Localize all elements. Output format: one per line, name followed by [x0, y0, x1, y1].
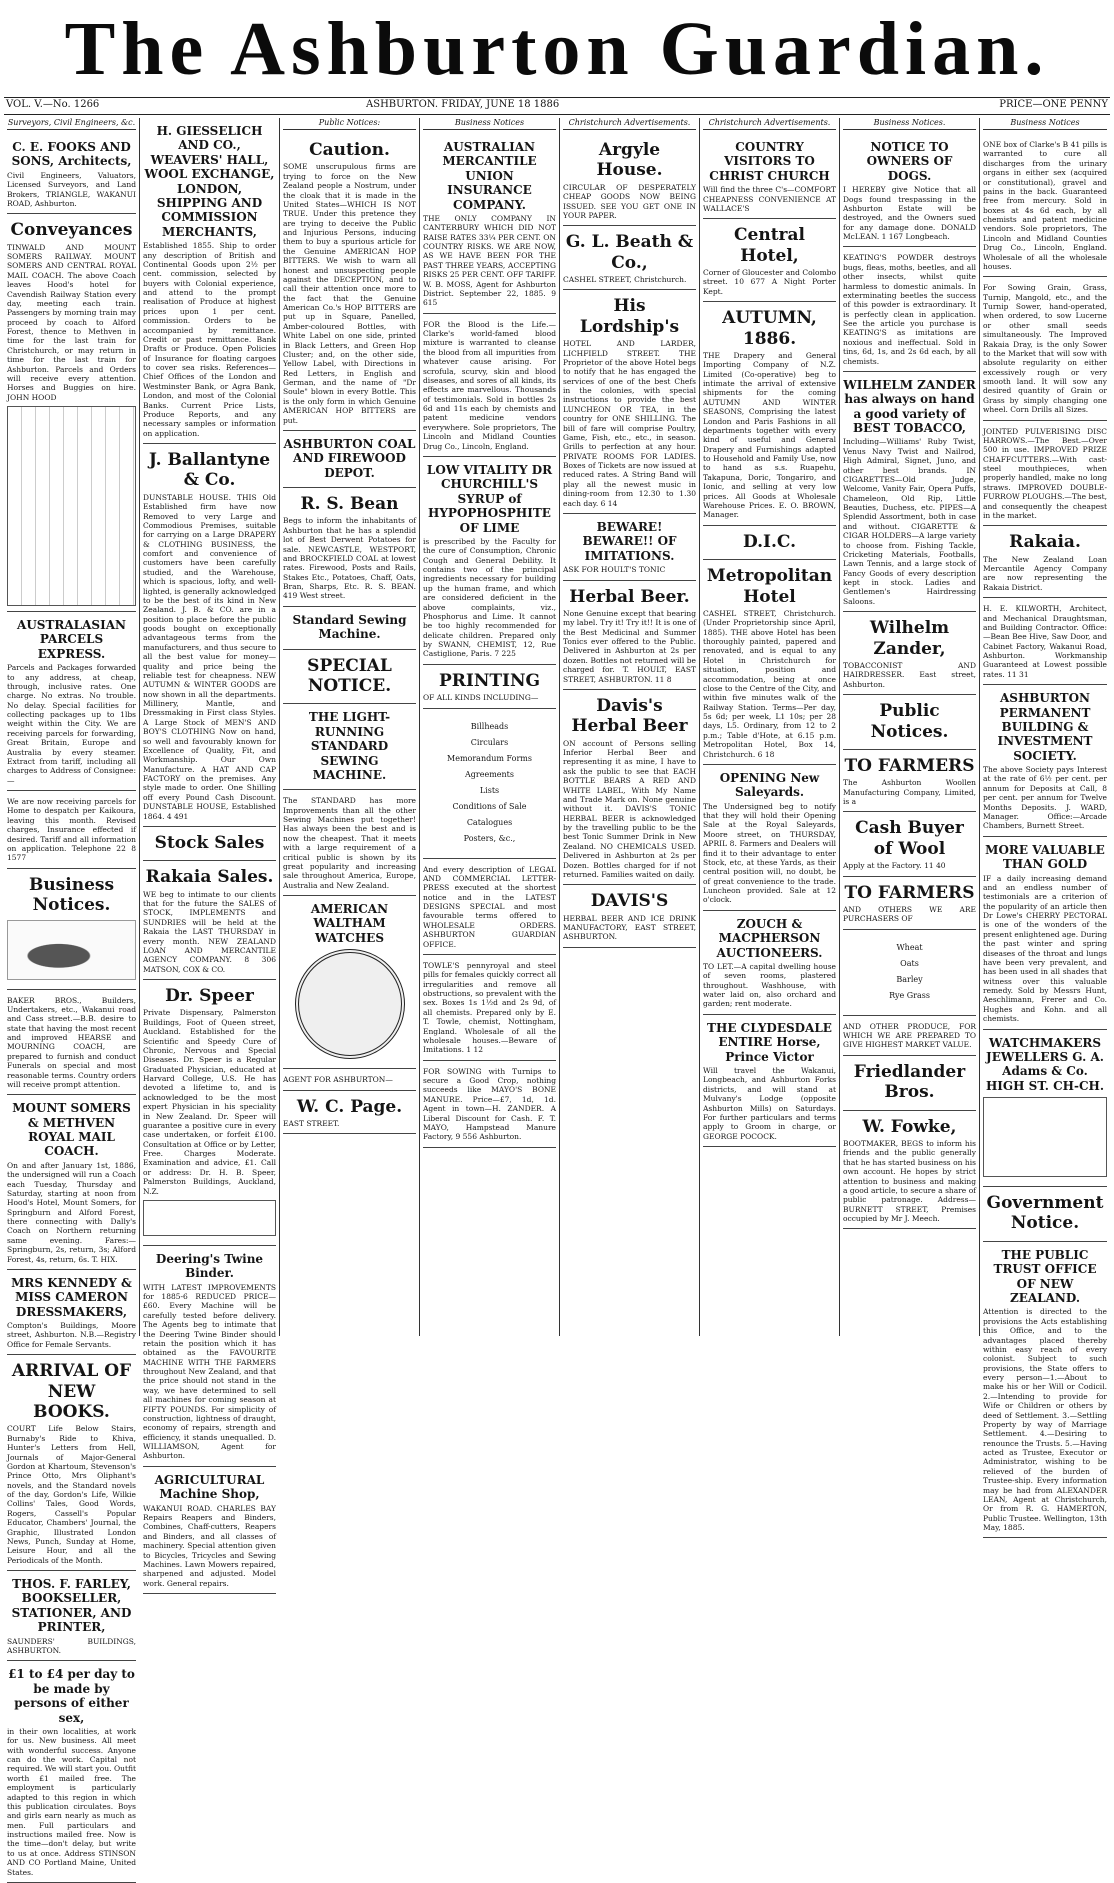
- masthead: [0, 0, 1114, 96]
- advert-ad: [423, 314, 556, 457]
- advert-body: TINWALD AND MOUNT SOMERS RAILWAY. MOUNT SOMERS AND CENTRAL ROYAL MAIL COACH. The above Coach leaves Hood's hotel for Cavendish Railway Station every day, meeting each train. Passengers by morning train may proceed by coach to Alford Forest, thence to Methven in time for the last train for Christchurch, or may return in time for the last train for Ashburton. Parcels and Orders will receive every attention. Horses and Buggies on hire. JOHN HOOD: [7, 242, 136, 402]
- advert-title: Standard Sewing Machine.: [292, 612, 407, 642]
- advert-ad: [7, 990, 136, 1096]
- advert-ad: [983, 598, 1107, 685]
- advert-body: AGENT FOR ASHBURTON—: [283, 1075, 393, 1085]
- column-heading: Public Notices:: [283, 118, 416, 130]
- advert-h-giesselich-and-co-weavers-hall-wool-ex: [143, 118, 276, 444]
- advert-country-visitors-to-christ-church: [703, 134, 836, 219]
- advert-ad: [423, 1061, 556, 1148]
- advert-ad: [983, 134, 1107, 277]
- column-3: [279, 118, 419, 1336]
- column-2: [139, 118, 279, 1588]
- column-heading: Business Notices: [983, 118, 1107, 130]
- advert-list: [423, 719, 556, 847]
- column-heading: Christchurch Advertisements.: [563, 118, 696, 130]
- advert-dr-speer: [143, 980, 276, 1246]
- advert-ad: [283, 1069, 416, 1090]
- advert-title: SPECIAL NOTICE.: [307, 655, 392, 696]
- advert-title: Dr. Speer: [165, 986, 254, 1007]
- column-8: [979, 118, 1110, 1533]
- advert-ad: [423, 859, 556, 955]
- column-7: [839, 118, 979, 1336]
- advert-metropolitan-hotel: [703, 560, 836, 765]
- advert-title: H. GIESSELICH AND CO., WEAVERS' HALL, WOOL EXCHANGE, LONDON, SHIPPING AND COMMISSION MERCHANTS,: [144, 124, 275, 239]
- advert-body: BOOTMAKER, BEGS to inform his friends and the public generally that he has started business on his own account. He hopes by strict attention to business and making a good article, to secure a share of public patronage. Address—BURNETT STREET, Premises occupied by Mr J. Meech.: [843, 1139, 976, 1224]
- advert-body: CASHEL STREET, Christchurch.: [563, 275, 687, 285]
- advert-body: Compton's Buildings, Moore street, Ashburton. N.B.—Registry Office for Female Servants.: [7, 1321, 136, 1349]
- column-4: [419, 118, 559, 1336]
- advert-body: AND OTHERS WE ARE PURCHASERS OF: [843, 904, 976, 924]
- advert-the-public-trust-office-of-new-zealand: [983, 1242, 1107, 1539]
- advert-title: AMERICAN WALTHAM WATCHES: [310, 902, 389, 945]
- advert-list-item: Oats: [900, 958, 919, 968]
- advert-title: Herbal Beer.: [569, 586, 690, 607]
- advert-body: Including—Williams' Ruby Twist, Venus Navy Twist and Nailrod, High Admiral, Signet, Juno, and other best brands. IN CIGARETTES—Old Judge, Welcome, Vanity Fair, Opera Puffs, Chameleon, Old Rip, Little Beauties, Duchess, etc. PIPES—A Splendid Assortment, both in case and without. CIGARETTE & CIGAR HOLDERS—A large variety to choose from. Fishing Tackle, Cricketing Materials, Footballs, Lawn Tennis, and a large stock of Fancy Goods of every description kept in stock. Ladies and Gentlemen's Hairdressing Saloons.: [843, 437, 976, 606]
- advert-ad: [423, 709, 556, 859]
- advert-wilhelm-zander: [843, 612, 976, 695]
- advert-title: Cash Buyer of Wool: [855, 818, 964, 859]
- advert-body: ON account of Persons selling Inferior Herbal Beer and representing it as mine, I have to ask the public to see that EACH BOTTLE BEARS A RED AND WHITE LABEL, With My Name and Trade Mark on. None genuine without it. DAVIS'S TONIC HERBAL BEER is acknowledged by the travelling public to be the best Tonic Summer Drink in New Zealand. NO CHEMICALS USED. Delivered in Ashburton at 2s per Dozen. Bottles charged for if not returned. Families waited on daily.: [563, 738, 696, 879]
- advert-title: THE LIGHT-RUNNING STANDARD SEWING MACHINE.: [308, 710, 391, 782]
- advert-body: OF ALL KINDS INCLUDING—: [423, 693, 539, 703]
- advert-list-item: Conditions of Sale: [452, 801, 527, 811]
- advert-ashburton-permanent-building-investment-: [983, 685, 1107, 837]
- advert-body: THE ONLY COMPANY IN CANTERBURY WHICH DID NOT RAISE RATES 33¼ PER CENT. ON COUNTRY RISKS. WE ARE NOW, AS WE HAVE BEEN FOR THE PAST THREE YEARS, ACCEPTING RISKS 25 PER CENT. OFF TARIFF. W. B. MOSS, Agent for Ashburton District. September 22, 1885. 9 615: [423, 213, 556, 308]
- advert-ad: [983, 421, 1107, 527]
- volume-number: VOL. V.—No. 1266: [6, 99, 100, 110]
- advert-body: TOBACCONIST AND HAIRDRESSER. East street, Ashburton.: [843, 661, 976, 689]
- column-6: [699, 118, 839, 1336]
- advert-title: BEWARE! BEWARE!! OF IMITATIONS.: [582, 519, 677, 563]
- advert-watchmakers-jewellers-g-a-adams-co-high-: [983, 1030, 1107, 1188]
- advert-more-valuable-than-gold: [983, 837, 1107, 1030]
- advert-body: And every description of LEGAL AND COMMERCIAL LETTER-PRESS executed at the shortest notice and in the LATEST DESIGNS SPECIAL and most favourable terms offered to WHOLESALE ORDERS. ASHBURTON GUARDIAN OFFICE.: [423, 864, 556, 949]
- advert-body: KEATING'S POWDER destroys bugs, fleas, moths, beetles, and all other insects, whilst quite harmless to domestic animals. In exterminating beetles the success of this powder is extraordinary. It is perfectly clean in application. See the article you purchase is KEATING'S as imitations are noxious and ineffectual. Sold in tins, 6d, 1s, and 2s 6d each, by all chemists.: [843, 253, 976, 366]
- advert-list-item: Catalogues: [466, 817, 513, 827]
- advert-beware-beware-of-imitations: [563, 514, 696, 581]
- advert-title: MORE VALUABLE THAN GOLD: [985, 842, 1105, 872]
- advert-title: AUTUMN, 1886.: [722, 308, 817, 349]
- advert-australian-mercantile-union-insurance-co: [423, 134, 556, 314]
- advert-body: None Genuine except that bearing my label. Try it! Try it!! It is one of the Best Medicinal and Summer Tonics ever offered to the Public. Delivered in Ashburton at 2s per dozen. Bottles not returned will be charged for. T. HOULT, EAST STREET, ASHBURTON. 11 8: [563, 608, 696, 684]
- advert-list-item: Rye Grass: [889, 990, 930, 1000]
- advert-mount-somers-methven-royal-mail-coach: [7, 1095, 136, 1270]
- advert-body: The Undersigned beg to notify that they will hold their Opening Sale at the Royal Saleyards, Moore street, on THURSDAY, APRIL 8. Farmers and Dealers will find it to their advantage to enter Stock, etc, at these Yards, as their central position will, no doubt, be of great convenience to the trade. Luncheon provided. Sale at 12 o'clock.: [703, 801, 836, 905]
- advert-body: Private Dispensary, Palmerston Buildings, Foot of Queen street, Auckland. Established for the Scientific and Speedy Cure of Chronic, Nervous and Special Diseases. Dr. Speer is a Regular Graduated Physician, educated at Harvard College, U.S. He has devoted a lifetime to, and is acknowledged to be the most expert Physician in his speciality in New Zealand. Dr. Speer will guarantee a positive cure in every case undertaken, or forfeit £100. Consultation at Office or by Letter, Free. Charges Moderate. Examination and advice, £1. Call or address: Dr. H. B. Speer, Palmerston Buildings, Auckland, N.Z.: [143, 1008, 276, 1196]
- advert-list-item: Memorandum Forms: [447, 753, 532, 763]
- advert-list-item: Billheads: [470, 721, 509, 731]
- advert-list-item: Agreements: [465, 769, 514, 779]
- advert-body: FOR the Blood is the Life.—Clarke's world-famed blood mixture is warranted to cleanse the blood from all impurities from whatever cause arising. For scrofula, scurvy, skin and blood diseases, and sores of all kinds, its effects are marvellous. Thousands of testimonials. Sold in bottles 2s 6d and 11s each by chemists and patent medicine vendors everywhere. Sole proprietors, The Lincoln and Midland Counties Drug Co., Lincoln, England.: [423, 319, 556, 451]
- advert-body: BAKER BROS., Builders, Undertakers, etc., Wakanui road and Cass street.—B.B. desire to state that having the most recent and improved HEARSE and MOURNING COACH, are prepared to furnish and conduct Funerals on special and most reasonable terms. Country orders will receive prompt attention.: [7, 995, 136, 1089]
- advert-title: Wilhelm Zander,: [869, 618, 950, 659]
- waltham-watch-logo: [295, 949, 405, 1059]
- advert-title: Argyle House.: [596, 140, 663, 181]
- advert-title: Conveyances: [10, 220, 133, 241]
- advert-printing: [423, 665, 556, 709]
- advert-title: TO FARMERS: [844, 882, 975, 903]
- advert-title: W. C. Page.: [296, 1096, 403, 1117]
- dateline: ASHBURTON. FRIDAY, JUNE 18 1886: [366, 99, 560, 110]
- advert-to-farmers: [843, 750, 976, 813]
- advert-title: Caution.: [309, 140, 390, 160]
- advert-title: THOS. F. FARLEY, BOOKSELLER, STATIONER, AND PRINTER,: [11, 1577, 132, 1635]
- advert-body: CIRCULAR OF DESPERATELY CHEAP GOODS NOW BEING ISSUED. SEE YOU GET ONE IN YOUR PAPER.: [563, 182, 696, 220]
- advert-title: THE CLYDESDALE ENTIRE Horse, Prince Victor: [707, 1020, 832, 1064]
- advert-body: On and after January 1st, 1886, the undersigned will run a Coach each Tuesday, Thursday and Saturday, starting at noon from Hood's Hotel, Mount Somers, for Springburn and Alford Forest, there connecting with Dally's Coach on Northern returning same evening. Fares:—Springburn, 2s, return, 3s; Alford Forest, 4s, return, 6s. T. HIX.: [7, 1160, 136, 1264]
- advert-public-notices: [843, 695, 976, 750]
- advert-title: Government Notice.: [986, 1193, 1104, 1234]
- advert-body: is prescribed by the Faculty for the cure of Consumption, Chronic Cough and General Debility. It contains two of the principal ingredients necessary for building up the human frame, and which are considered deficient in the above complaints, viz., Phosphorus and Lime. It cannot be too highly recommended for delicate children. Prepared only by SWANN, CHEMIST, 12, Rue Castiglione, Paris. 7 225: [423, 536, 556, 659]
- advert-body: We are now receiving parcels for Home to despatch per Kaikoura, leaving this month. Revised charges, Insurance effected if desired. Tariff and all information on application. Telephone 22 8 1577: [7, 797, 136, 863]
- advert-title: NOTICE TO OWNERS OF DOGS.: [866, 140, 953, 183]
- advert-title: ASHBURTON COAL AND FIREWOOD DEPOT.: [283, 436, 416, 480]
- advert-zouch-macpherson-auctioneers: [703, 911, 836, 1015]
- advert-body: COURT Life Below Stairs, Burnaby's Ride to Khiva, Hunter's Letters from Hell, Journals of Major-General Gordon at Khartoum, Stevenson's Prince Otto, Mrs Oliphant's novels, and the Standard novels of the day, Gordon's Life, Wilkie Collins' Tales, Good Words, Rogers, Cassell's Popular Educator, Chambers' Journal, the Graphic, Illustrated London News, Punch, Sunday at Home, Leisure Hour, and all the Periodicals of the Month.: [7, 1424, 136, 1565]
- advert-list-item: Lists: [479, 785, 500, 795]
- advert-body: The Ashburton Woollen Manufacturing Company, Limited, is a: [843, 778, 976, 807]
- advert-standard-sewing-machine: [283, 607, 416, 650]
- advert-thos-f-farley-bookseller-stationer-and-p: [7, 1571, 136, 1661]
- column-1: [4, 118, 139, 1877]
- advert-list-item: Wheat: [896, 942, 923, 952]
- advert-title: R. S. Bean: [300, 494, 399, 515]
- price: PRICE—ONE PENNY: [999, 99, 1108, 110]
- advert-title: WATCHMAKERS JEWELLERS G. A. Adams & Co. HIGH ST. CH-CH.: [985, 1035, 1105, 1093]
- advert-government-notice: [983, 1187, 1107, 1242]
- advert-davis-s-herbal-beer: [563, 690, 696, 885]
- advert-the-clydesdale-entire-horse-prince-victo: [703, 1015, 836, 1147]
- newspaper-title: The Ashburton Guardian.: [64, 7, 1050, 91]
- advert-ad: [7, 791, 136, 869]
- advert-body: Will travel the Wakanui, Longbeach, and Ashburton Forks districts, and will stand at Mulvany's Lodge (opposite Ashburton Mills) on Saturdays. For further particulars and terms apply to Groom in charge, or GEORGE POCOCK.: [703, 1066, 836, 1141]
- advert-ad: [843, 930, 976, 1016]
- advert-business-notices: [7, 869, 136, 990]
- advert-body: TO LET.—A capital dwelling house of seven rooms, plastered throughout. Washhouse, with water laid on, also orchard and garden; rent moderate.: [703, 961, 836, 1009]
- advert-body: DUNSTABLE HOUSE. THIS Old Established firm have now Removed to very Large and Commodious Premises, suitable for carrying on a Large DRAPERY & CLOTHING BUSINESS, the comfort and convenience of customers have been carefully studied, and the Warehouse, which is spacious, lofty, and well-lighted, is generally acknowledged to be the best of its kind in New Zealand. J. B. & CO. are in a position to place before the public goods bought on exceptionally advantageous terms from the manufacturers, and thus secure to all the best value for money—quality and price being the reliable test for cheapness. NEW AUTUMN & WINTER GOODS are now shown in all the departments. Millinery, Mantle, and Dressmaking in First class Styles. A Large Stock of MEN'S AND BOY'S CLOTHING Now on hand, so well and favourably known for Excellence of Quality, Fit, and Workmanship. Our Own Manufacture. A HAT AND CAP FACTORY on the premises. Any style made to order. One Shilling off every Pound Cash Discount. DUNSTABLE HOUSE, Established 1864. 4 491: [143, 492, 276, 821]
- advert-body: Parcels and Packages forwarded to any address, at cheap, through, inclusive rates. One charge. No extras. No trouble. No delay. Special facilities for collecting packages up to 1lbs weight within the City. We are receiving parcels for forwarding, Great Britain, Europe and Australia by every steamer. Extract from tariff, including all charges to Address of Consignee:—: [7, 663, 136, 785]
- advert-title: MRS KENNEDY & MISS CAMERON DRESSMAKERS,: [11, 1275, 132, 1319]
- advert-caution: [283, 134, 416, 431]
- speer-signature-logo: [143, 1200, 276, 1236]
- advert-ad: [843, 1016, 976, 1056]
- advert-body: For Sowing Grain, Grass, Turnip, Mangold, etc., and the Turnip Sower, hand-operated, when ordered, to sow Lucerne or other small seeds simultaneously. The Improved Rakaia Dray, is the only Sower to the Market that will sow with absolute regularity on either excessively rough or very smooth land. It will sow any desired quantity of Grain or Grass by simply changing one wheel. Corn Drills all Sizes.: [983, 283, 1107, 415]
- column-5: [559, 118, 699, 1336]
- advert-title: MOUNT SOMERS & METHVEN ROYAL MAIL COACH.: [12, 1101, 131, 1159]
- advert-conveyances: [7, 214, 136, 612]
- advert-body: Corner of Gloucester and Colombo street. 10 677 A Night Porter Kept.: [703, 268, 836, 296]
- advert-body: CASHEL STREET, Christchurch. (Under Proprietorship since April, 1885). THE above Hotel has been thoroughly painted, papered and renovated, and is equal to any Hotel in Christchurch for situation, position and accommodation, being at once close to the Centre of the City, and within five minutes walk of the Railway Station. Terms—Per day, 5s 6d; per week, L1 10s; per 28 days, L5. Ordinary, from 12 to 2 p.m.; Table d'Hote, at 6.15 p.m. Metropolitan Hotel, Box 14, Christchurch. 6 18: [703, 608, 836, 759]
- advert-rakaia-sales: [143, 861, 276, 980]
- column-heading: Business Notices.: [843, 118, 976, 130]
- advert-body: Attention is directed to the provisions the Acts establishing this Office, and to the advantages placed thereby within easy reach of every colonist. Subject to such provisions, the State offers to every person—1.—About to make his or her Will or Codicil. 2.—Intending to provide for Wife or Children or others by deed of Settlement. 3.—Settling Property by way of Marriage Settlement. 4.—Desiring to renounce the Trusts. 5.—Having acted as Trustee, Executor or Administrator, wishing to be relieved of the burden of Trustee-ship. Every information may be had from ALEXANDER LEAN, Agent at Christchurch, Or from R. G. HAMERTON, Public Trustee. Wellington, 13th May, 1885.: [983, 1307, 1107, 1533]
- advert-ad: [983, 277, 1107, 420]
- advert-title: Davis's Herbal Beer: [571, 695, 688, 737]
- advert-title: OPENING New Saleyards.: [719, 770, 820, 800]
- advert-body: TOWLE'S pennyroyal and steel pills for females quickly correct all irregularities and remove all obstructions, so prevalent with the sex. Boxes 1s 1½d and 2s 9d, of all chemists. Prepared only by E. T. Towle, chemist, Nottingham, England. Wholesale of all the wholesale houses.—Beware of Imitations. 1 12: [423, 960, 556, 1055]
- advert-title: AUSTRALIAN MERCANTILE UNION INSURANCE COMPANY.: [442, 140, 537, 212]
- advert-title: WILHELM ZANDER has always on hand a good variety of BEST TOBACCO,: [843, 377, 976, 436]
- advert-ad: [423, 955, 556, 1061]
- advert-his-lordship-s: [563, 290, 696, 514]
- advert-body: ONE box of Clarke's B 41 pills is warranted to cure all discharges from the urinary organs in either sex (acquired or constitutional), gravel and pains in the back. Guaranteed free from mercury. Sold in boxes at 4s 6d each, by all chemists and patent medicine vendors. Sole proprietors, The Lincoln and Midland Counties Drug Co., Lincoln, England. Wholesale of all the wholesale houses.: [983, 140, 1107, 271]
- advert-body: H. E. KILWORTH, Architect, and Mechanical Draughtsman, and Building Contractor. Office:—Bean Bee Hive, Saw Door, and Cabinet Factory, Wakanui Road, Ashburton. Workmanship Guaranteed at Lowest possible rates. 11 31: [983, 604, 1107, 679]
- advert-mrs-kennedy-miss-cameron-dressmakers: [7, 1270, 136, 1355]
- advert-body: WAKANUI ROAD. CHARLES BAY Repairs Reapers and Binders, Combines, Chaff-cutters, Reapers and Binders, and all classes of machinery. Special attention given to Bicycles, Tricycles and Sewing Machines. Lawn Mowers repaired, sharpened and adjusted. Model work. General repairs.: [143, 1503, 276, 1588]
- advert-title: Friedlander Bros.: [853, 1061, 966, 1103]
- advert-body: HERBAL BEER AND ICE DRINK MANUFACTORY, EAST STREET, ASHBURTON.: [563, 913, 696, 942]
- advert-g-l-beath-co: [563, 226, 696, 290]
- advert-herbal-beer: [563, 581, 696, 690]
- advert-title: Rakaia Sales.: [145, 867, 274, 888]
- advert-special-notice: [283, 650, 416, 705]
- advert-argyle-house: [563, 134, 696, 226]
- advert-body: JOINTED PULVERISING DISC HARROWS.—The Best.—Over 500 in use. IMPROVED PRIZE CHAFFCUTTERS.—With cast-steel mouthpieces, when properly handled, make no long straws. IMPROVED DOUBLE-FURROW PLOUGHS.—The best, and consequently the cheapest in the market.: [983, 426, 1107, 520]
- advert-ashburton-coal-and-firewood-depot: [283, 431, 416, 488]
- advert-title: PRINTING: [438, 670, 541, 691]
- advert-body: The above Society pays Interest at the rate of 6½ per cent. per annum for Deposits at Call, 8 per cent. per annum for Twelve Months Deposits. J. WARD, Manager. Office:—Arcade Chambers, Burnett Street.: [983, 765, 1107, 831]
- page-columns: [4, 118, 1110, 1877]
- advert-body: Apply at the Factory. 11 40: [843, 861, 946, 871]
- advert-d-i-c: [703, 526, 836, 560]
- advert-body: WITH LATEST IMPROVEMENTS for 1885-6 REDUCED PRICE—£60. Every Machine will be carefully tested before delivery. The Agents beg to intimate that the Deering Twine Binder should retain the position which it has obtained as the FAVOURITE MACHINE WITH THE FARMERS throughout New Zealand, and that the price should not stand in the way, we have determined to sell all machines for coming season at FIFTY POUNDS. For simplicity of construction, lightness of draught, economy of repairs, strength and efficiency, it stands unequalled. D. WILLIAMSON, Agent for Ashburton.: [143, 1282, 276, 1461]
- advert-title: Business Notices.: [28, 874, 115, 916]
- advert-agricultural-machine-shop: [143, 1467, 276, 1594]
- advert-title: Stock Sales: [154, 832, 265, 853]
- advert-title: J. Ballantyne & Co.: [148, 450, 271, 491]
- advert-title: Metropolitan Hotel: [706, 566, 833, 607]
- advert-body: Will find the three C's—COMFORT CHEAPNESS CONVENIENCE AT WALLACE'S: [703, 185, 836, 213]
- advert-body: AND OTHER PRODUCE, FOR WHICH WE ARE PREPARED TO GIVE HIGHEST MARKET VALUE.: [843, 1021, 976, 1050]
- advert-title: AGRICULTURAL Machine Shop,: [154, 1472, 265, 1502]
- advert-list-item: Barley: [896, 974, 923, 984]
- advert-title: His Lordship's: [579, 296, 680, 337]
- advert-rakaia: [983, 526, 1107, 598]
- advert-title: W. Fowke,: [862, 1116, 957, 1137]
- advert-title: THE PUBLIC TRUST OFFICE OF NEW ZEALAND.: [993, 1247, 1097, 1306]
- advert-body: The New Zealand Loan Mercantile Agency Company are now representing the Rakaia District.: [983, 554, 1107, 592]
- advert-opening-new-saleyards: [703, 765, 836, 911]
- advert-body: EAST STREET.: [283, 1119, 340, 1129]
- advert-title: ARRIVAL OF NEW BOOKS.: [11, 1361, 132, 1423]
- advert-title: Central Hotel,: [734, 225, 805, 266]
- advert-title: DAVIS'S: [590, 891, 669, 912]
- advert-american-waltham-watches: [283, 896, 416, 1069]
- advert-1-to-4-per-day-to-be-made-by-persons-of-: [7, 1661, 136, 1883]
- advert-body: HOTEL AND LARDER, LICHFIELD STREET. THE Proprietor of the above Hotel begs to notify that he has engaged the services of one of the best Chefs in the colonies, with special instructions to provide the best LUNCHEON OR TEA, in the country for ONE SHILLING. The bill of fare will comprise Poultry, Game, Fish, etc., etc., in season. Grills to perfection at any hour. PRIVATE ROOMS FOR LADIES. Boxes of Tickets are now issued at reduced rates. A String Band will play all the newest music in dining-room from 12.30 to 1.30 each day. 6 14: [563, 339, 696, 508]
- advert-body: IF a daily increasing demand and an endless number of testimonials are a criterion of the popularity of an article then Dr Lowe's CHERRY PECTORAL is one of the wonders of the present enlightened age. During the past winter and spring diseases of the throat and lungs have been very prevalent, and has been used in all shades that witness over this valuable remedy. Sold by Messrs Hunt, Aeschlimann, Frerer and Co. Hughes and Kohn. and all chemists.: [983, 873, 1107, 1024]
- issue-rule: [4, 114, 1110, 115]
- advert-title: ASHBURTON PERMANENT BUILDING & INVESTMENT SOCIETY.: [997, 691, 1093, 763]
- parcel-tariff-table: [7, 406, 136, 606]
- advert-body: Begs to inform the inhabitants of Ashburton that he has a splendid lot of Best Derwent Potatoes for sale. NEWCASTLE, WESTPORT, and BROCKFIELD COAL at lowest rates. Firewood, Posts and Rails, Stakes Etc., Potatoes, Chaff, Oats, Bran, Sharps, Etc. R. S. BEAN. 419 West street.: [283, 516, 416, 601]
- advert-body: WE beg to intimate to our clients that for the future the SALES of STOCK, IMPLEMENTS and SUNDRIES will be held at the Rakaia the LAST THURSDAY in every month. NEW ZEALAND LOAN AND MERCANTILE AGENCY COMPANY. 8 306 MATSON, COX & CO.: [143, 889, 276, 974]
- advert-davis-s: [563, 885, 696, 948]
- advert-title: D.I.C.: [742, 531, 797, 552]
- column-heading: Christchurch Advertisements.: [703, 118, 836, 130]
- advert-ad: [283, 790, 416, 896]
- advert-friedlander-bros: [843, 1056, 976, 1111]
- hearse-illustration: [7, 920, 136, 980]
- advert-stock-sales: [143, 827, 276, 861]
- advert-body: SAUNDERS' BUILDINGS, ASHBURTON.: [7, 1636, 136, 1655]
- advert-list-item: Circulars: [470, 737, 509, 747]
- advert-c-e-fooks-and-sons-architects: [7, 134, 136, 214]
- advert-body: in their own localities, at work for us. New business. All meet with wonderful success. Anyone can do the work. Capital not required. We will start you. Outfit worth £1 mailed free. The employment is particularly adapted to this region in which this publication circulates. Boys and girls earn nearly as much as men. Full particulars and instructions mailed free. Now is the time—don't delay, but write to us at once. Address STINSON AND CO Portland Maine, United States.: [7, 1726, 136, 1877]
- advert-title: LOW VITALITY DR CHURCHILL'S SYRUP of HYPOPHOSPHITE OF LIME: [426, 462, 553, 535]
- advert-title: Public Notices.: [870, 701, 949, 742]
- adams-jewellers-logo: [983, 1097, 1107, 1177]
- advert-low-vitality-dr-churchill-s-syrup-of-hyp: [423, 457, 556, 665]
- advert-title: TO FARMERS: [844, 755, 975, 776]
- advert-w-fowke: [843, 1111, 976, 1230]
- advert-ad: [843, 247, 976, 372]
- advert-australasian-parcels-express: [7, 612, 136, 791]
- advert-title: £1 to £4 per day to be made by persons of either sex,: [8, 1667, 135, 1725]
- advert-title: Rakaia.: [1009, 532, 1081, 553]
- advert-cash-buyer-of-wool: [843, 812, 976, 876]
- column-heading: Business Notices: [423, 118, 556, 130]
- advert-title: AUSTRALASIAN PARCELS EXPRESS.: [17, 618, 126, 661]
- advert-central-hotel: [703, 219, 836, 302]
- advert-deering-s-twine-binder: [143, 1246, 276, 1467]
- advert-j-ballantyne-co: [143, 444, 276, 827]
- advert-title: COUNTRY VISITORS TO CHRIST CHURCH: [709, 140, 830, 183]
- advert-body: I HEREBY give Notice that all Dogs found trespassing in the Ashburton Estate will be destroyed, and the Owners sued for any damage done. DONALD McLEAN. 1 167 Longbeach.: [843, 185, 976, 242]
- advert-notice-to-owners-of-dogs: [843, 134, 976, 247]
- advert-arrival-of-new-books: [7, 1355, 136, 1571]
- advert-body: Civil Engineers, Valuators, Licensed Surveyors, and Land Brokers, TRIANGLE, WAKANUI ROAD, Ashburton.: [7, 170, 136, 208]
- advert-title: G. L. Beath & Co.,: [565, 232, 694, 273]
- advert-body: Established 1855. Ship to order any description of British and Continental Goods upon 2½ per cent. commission, selected by buyers with Colonial experience, and attend to the prompt realisation of Produce at highest prices upon 1 per cent. commission. Orders to be accompanied by remittance. Credit or past remittance. Bank Drafts or Produce. Open Policies of Insurance for floating cargoes to cover sea risks. References—Chief Offices of the London and Westminster Bank, or Agra Bank, London, and most of the Colonial Banks. Current Price Lists, Produce Reports, and any necessary samples or information on application.: [143, 241, 276, 438]
- column-heading: Surveyors, Civil Engineers, &c.: [7, 118, 136, 130]
- masthead-rule: [4, 97, 1110, 98]
- advert-title: ZOUCH & MACPHERSON AUCTIONEERS.: [716, 916, 823, 960]
- advert-list: [843, 940, 976, 1004]
- issue-row: [6, 99, 1108, 113]
- advert-title: C. E. FOOKS AND SONS, Architects,: [11, 140, 132, 169]
- advert-body: ASK FOR HOULT'S TONIC: [563, 565, 666, 575]
- advert-the-light-running-standard-sewing-machin: [283, 704, 416, 790]
- advert-w-c-page: [283, 1091, 416, 1135]
- advert-autumn-1886: [703, 302, 836, 526]
- advert-body: The STANDARD has more Improvements than all the other Sewing Machines put together! Has always been the best and is now the cheapest. That it meets with a large requirement of a critical public is shown by its great popularity and increasing sale throughout America, Europe, Australia and New Zealand.: [283, 796, 416, 890]
- advert-body: FOR SOWING with Turnips to secure a Good Crop, nothing succeeds like MAYO'S BONE MANURE. Price—£7, 1d, 1d. Agent in town—H. ZANDER. A Liberal Discount for Cash. F. T. MAYO, Hampstead Manure Factory, 9 556 Ashburton.: [423, 1066, 556, 1142]
- advert-body: SOME unscrupulous firms are trying to force on the New Zealand people a Nostrum, under the cloak that it is made in the United States—WHICH IS NOT TRUE. Under this pretence they are trying to deceive the Public and Injurious Persons, inducing them to buy a spurious article for the Genuine AMERICAN HOP BITTERS. We wish to warn all honest and unsuspecting people against the DECEPTION, and to call their attention once more to the fact that the Genuine American Co.'s HOP BITTERS are put up in Square, Panelled, Amber-coloured Bottles, with White Label on one side, printed in Black Letters, and Green Hop Cluster; and, on the other side, Yellow Label, with Directions in Red Letters, in English and German, and the name of "Dr Soule" blown in every Bottle. This is the only form in which Genuine AMERICAN HOP BITTERS are put.: [283, 162, 416, 425]
- advert-wilhelm-zander-has-always-on-hand-a-good: [843, 372, 976, 612]
- advert-r-s-bean: [283, 488, 416, 607]
- advert-body: THE Drapery and General Importing Company of N.Z. Limited (Co-operative) beg to intimate the arrival of extensive shipments for the coming AUTUMN AND WINTER SEASONS, Comprising the latest London and Paris Fashions in all departments together with every kind of useful and General Drapery and Furnishings adapted to Household and Family Use, now to hand as s.s. Ruapehu, Takapuna, Doric, Tongariro, and Ionic, and selling at very low prices. All Goods at Wholesale Warehouse Prices. E. O. BROWN, Manager.: [703, 350, 836, 520]
- advert-to-farmers: [843, 877, 976, 930]
- advert-title: Deering's Twine Binder.: [155, 1251, 264, 1281]
- advert-list-item: Posters, &c.,: [463, 833, 516, 843]
